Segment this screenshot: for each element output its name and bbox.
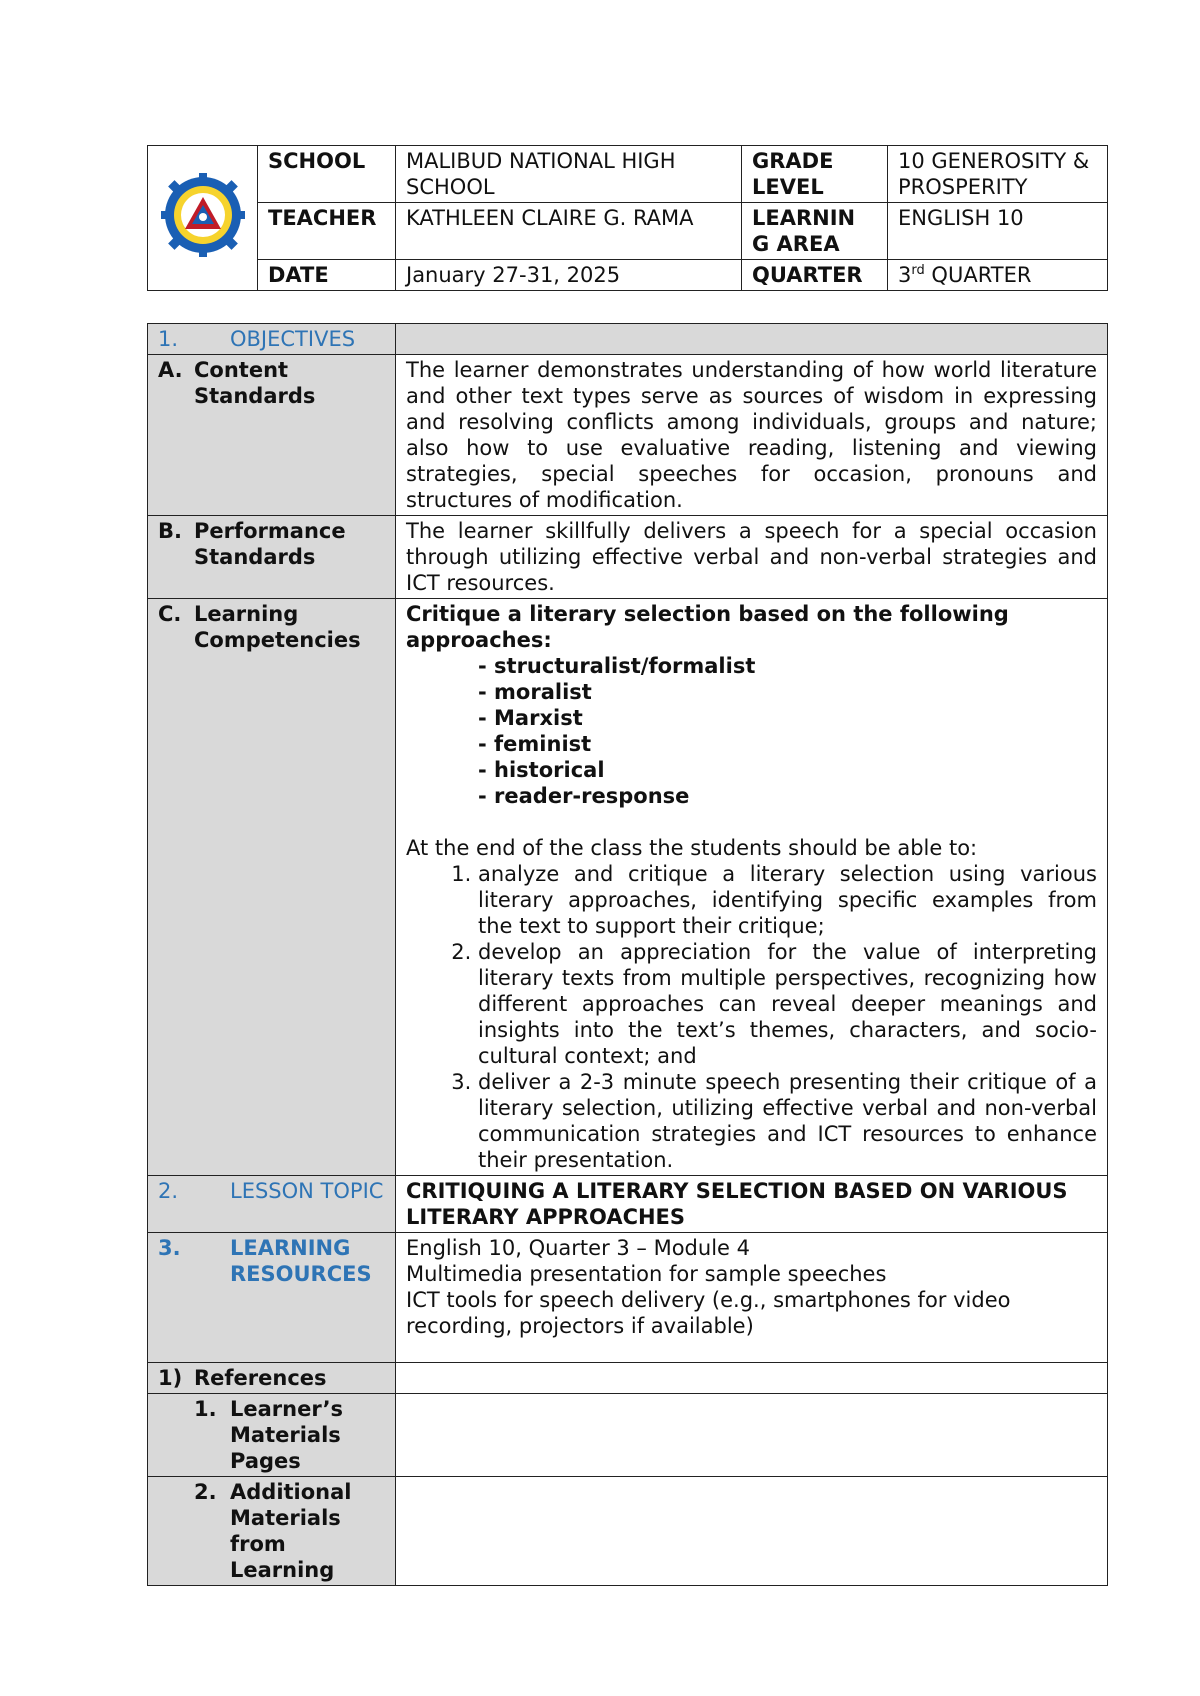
competencies-intro: Critique a literary selection based on the following approaches: xyxy=(406,602,1009,652)
date-label: DATE xyxy=(258,260,396,291)
objectives-heading-blank xyxy=(396,324,1108,355)
performance-standards-letter: B. xyxy=(158,519,182,543)
references-num: 1) xyxy=(158,1366,183,1390)
learners-materials-label: Learner’s Materials Pages xyxy=(230,1397,344,1473)
competency-items xyxy=(406,861,1097,1173)
competency-item: 3. deliver a 2-3 minute speech presenting their critique of a literary selection, utilizing effective verbal and non-verbal communication strategies and ICT resources to enhance their presentation. xyxy=(478,1069,1097,1173)
performance-standards-label-cell xyxy=(148,516,396,599)
learning-competencies-cell xyxy=(396,599,1108,1176)
competency-item: 2. develop an appreciation for the value of interpreting literary texts from multiple perspectives, recognizing how different approaches can reveal deeper meanings and insights into the text’s themes, characters, and socio-cultural context; and xyxy=(478,939,1097,1069)
grade-value: 10 GENEROSITY & PROSPERITY xyxy=(888,146,1108,203)
references-blank xyxy=(396,1363,1108,1394)
learners-materials-label-cell xyxy=(148,1394,396,1477)
approach-item: - feminist xyxy=(478,731,1097,757)
approach-item: - Marxist xyxy=(478,705,1097,731)
learners-materials-num: 1. xyxy=(194,1397,217,1421)
header-table xyxy=(147,145,1108,291)
school-label: SCHOOL xyxy=(258,146,396,203)
lesson-topic-label: LESSON TOPIC xyxy=(230,1179,384,1203)
additional-materials-blank xyxy=(396,1477,1108,1586)
additional-materials-label: Additional Materials from Learning xyxy=(230,1480,352,1582)
learning-competencies-label: Learning Competencies xyxy=(194,602,361,652)
additional-materials-num: 2. xyxy=(194,1480,217,1504)
learning-resources-num: 3. xyxy=(158,1236,181,1260)
content-standards-letter: A. xyxy=(158,358,183,382)
lesson-topic-label-cell xyxy=(148,1176,396,1233)
learning-competencies-letter: C. xyxy=(158,602,182,626)
references-label: References xyxy=(194,1366,327,1390)
additional-materials-label-cell xyxy=(148,1477,396,1586)
objectives-table xyxy=(147,323,1108,1586)
performance-standards-label: Performance Standards xyxy=(194,519,346,569)
learning-resources-cell xyxy=(396,1233,1108,1363)
competencies-lead: At the end of the class the students should be able to: xyxy=(406,836,978,860)
objectives-num: 1. xyxy=(158,327,179,351)
area-label: LEARNIN G AREA xyxy=(742,203,888,260)
date-value: January 27-31, 2025 xyxy=(396,260,742,291)
grade-label: GRADE LEVEL xyxy=(742,146,888,203)
competency-item: 1. analyze and critique a literary selection using various literary approaches, identifying specific examples from the text to support their critique; xyxy=(478,861,1097,939)
teacher-value: KATHLEEN CLAIRE G. RAMA xyxy=(396,203,742,260)
approach-item: - historical xyxy=(478,757,1097,783)
learners-materials-blank xyxy=(396,1394,1108,1477)
quarter-rest: QUARTER xyxy=(924,263,1032,287)
resource-line: Multimedia presentation for sample speeches xyxy=(406,1262,887,1286)
resource-line: English 10, Quarter 3 – Module 4 xyxy=(406,1236,750,1260)
references-label-cell xyxy=(148,1363,396,1394)
objectives-title: OBJECTIVES xyxy=(230,327,356,351)
approach-item: - structuralist/formalist xyxy=(478,653,1097,679)
learning-resources-label-cell xyxy=(148,1233,396,1363)
logo-cell xyxy=(148,146,258,291)
content-standards-label-cell xyxy=(148,355,396,516)
approaches-list xyxy=(406,653,1097,809)
approach-item: - moralist xyxy=(478,679,1097,705)
quarter-num: 3 xyxy=(898,263,912,287)
teacher-label: TEACHER xyxy=(258,203,396,260)
approach-item: - reader-response xyxy=(478,783,1097,809)
learning-competencies-label-cell xyxy=(148,599,396,1176)
performance-standards-text: The learner skillfully delivers a speech for a special occasion through utilizing effective verbal and non-verbal strategies and ICT resources. xyxy=(396,516,1108,599)
school-value: MALIBUD NATIONAL HIGH SCHOOL xyxy=(396,146,742,203)
quarter-value xyxy=(888,260,1108,291)
area-value: ENGLISH 10 xyxy=(888,203,1108,260)
lesson-topic-value: CRITIQUING A LITERARY SELECTION BASED ON VARIOUS LITERARY APPROACHES xyxy=(396,1176,1108,1233)
resource-line: ICT tools for speech delivery (e.g., smartphones for video recording, projectors if available) xyxy=(406,1288,1011,1338)
quarter-sup: rd xyxy=(911,263,925,278)
content-standards-text: The learner demonstrates understanding of how world literature and other text types serve as sources of wisdom in expressing and resolving conflicts among individuals, groups and nature; also how to use evaluative reading, listening and viewing strategies, special speeches for occasion, pronouns and structures of modification. xyxy=(396,355,1108,516)
lesson-topic-num: 2. xyxy=(158,1179,179,1203)
school-seal-icon xyxy=(161,173,245,257)
objectives-heading xyxy=(148,324,396,355)
learning-resources-label: LEARNING RESOURCES xyxy=(230,1236,372,1286)
quarter-label: QUARTER xyxy=(742,260,888,291)
content-standards-label: Content Standards xyxy=(194,358,316,408)
